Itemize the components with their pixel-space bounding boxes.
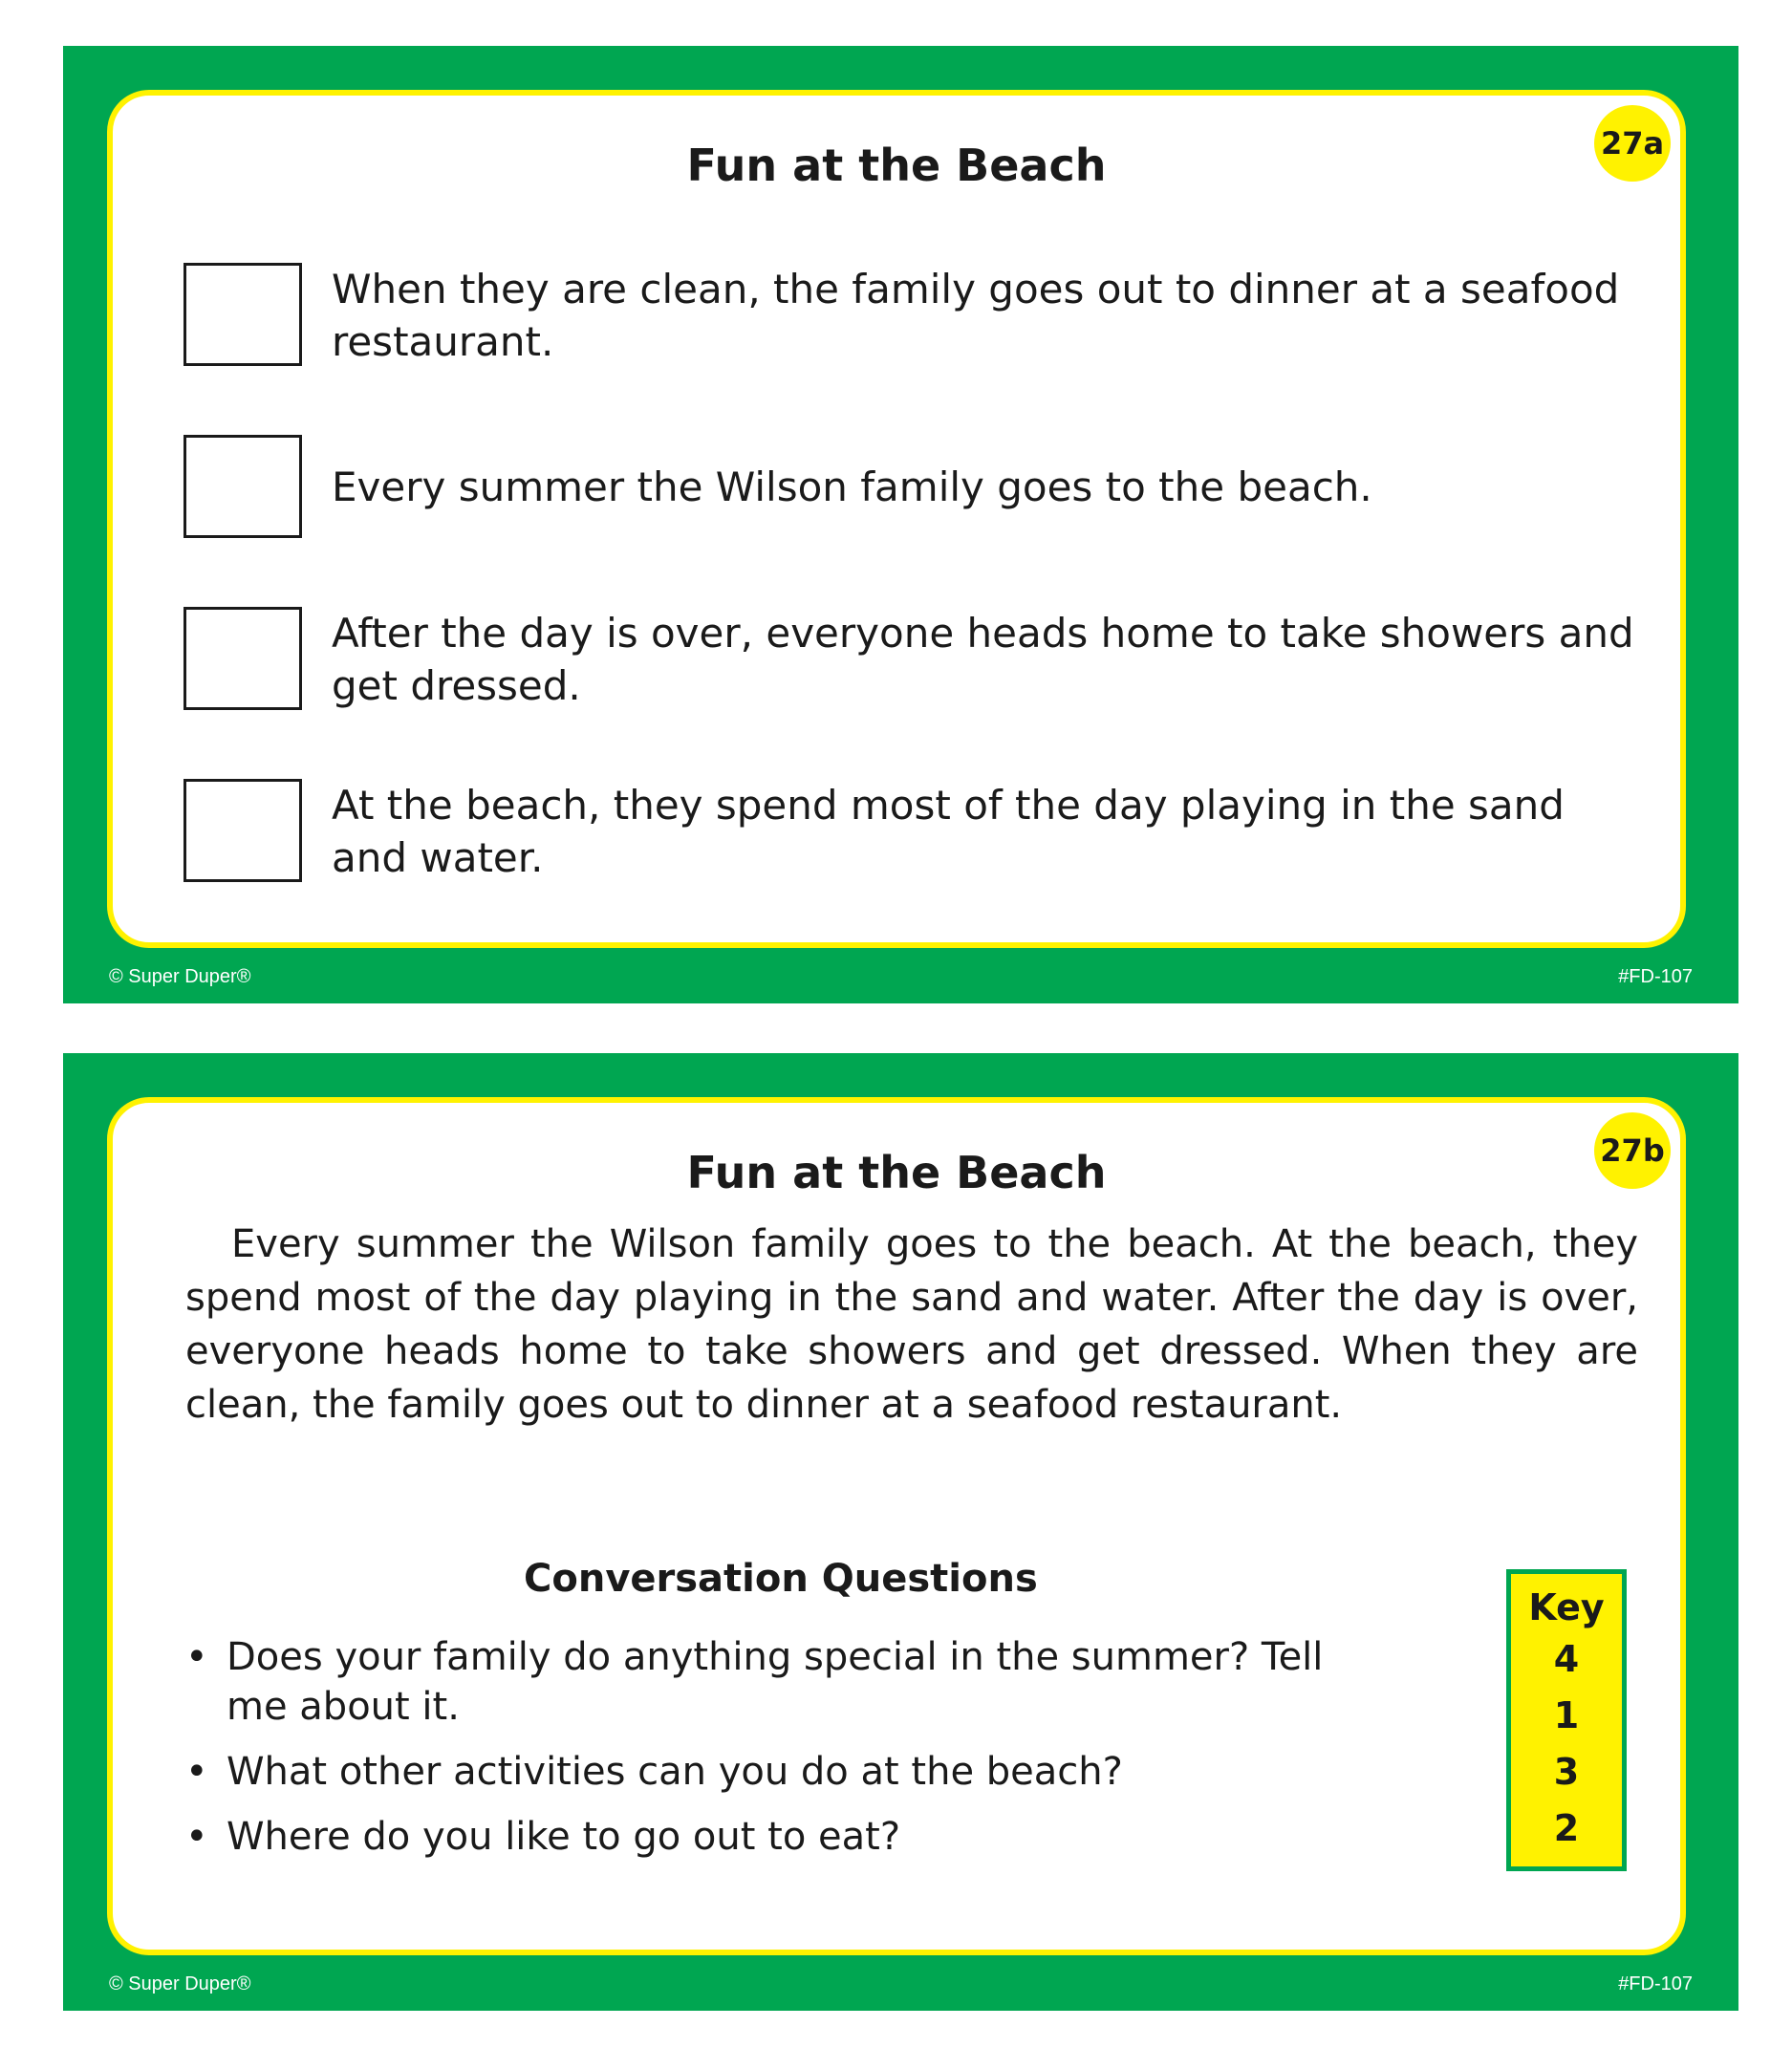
card-title: Fun at the Beach (686, 1147, 1107, 1198)
answer-box[interactable] (184, 263, 302, 366)
answer-box[interactable] (184, 779, 302, 882)
sequence-item (184, 607, 1636, 712)
sequence-item (184, 435, 1636, 540)
answer-key-value: 4 (1553, 1638, 1580, 1680)
card-27b (63, 1053, 1738, 2011)
questions-heading: Conversation Questions (524, 1557, 1038, 1601)
card-number-badge: 27a (1594, 105, 1671, 182)
answer-box[interactable] (184, 435, 302, 538)
product-code: #FD-107 (1618, 1973, 1693, 1994)
sequence-item-text: Every summer the Wilson family goes to the beach. (332, 463, 1372, 510)
card-27a (63, 46, 1738, 1003)
question-item (185, 1747, 1371, 1797)
question-text: Does your family do anything special in the summer? Tell me about it. (227, 1635, 1324, 1729)
sequence-item-text: At the beach, they spend most of the day playing in the sand and water. (332, 782, 1565, 881)
card-panel (107, 1097, 1686, 1955)
answer-key (1506, 1569, 1627, 1871)
question-item (185, 1632, 1371, 1732)
answer-key-value: 2 (1553, 1807, 1580, 1849)
sequence-item (184, 779, 1636, 884)
answer-box[interactable] (184, 607, 302, 710)
question-item (185, 1812, 1371, 1862)
sequence-item-text: After the day is over, everyone heads home to take showers and get dressed. (332, 610, 1634, 709)
card-number-badge: 27b (1594, 1112, 1671, 1189)
answer-key-value: 1 (1553, 1694, 1580, 1736)
answer-key-title: Key (1528, 1586, 1605, 1628)
sequence-item (184, 263, 1636, 368)
copyright-text: © Super Duper® (109, 1973, 251, 1994)
bullet-icon: • (185, 1635, 208, 1679)
questions-list (185, 1632, 1371, 1877)
story-paragraph: Every summer the Wilson family goes to the beach. At the beach, they spend most of the day playing in the sand and water. After the day is over, everyone heads home to take showers and get dressed. When they are clean, the family goes out to dinner at a seafood restaurant. (185, 1222, 1638, 1427)
bullet-icon: • (185, 1815, 208, 1859)
question-text: What other activities can you do at the beach? (227, 1750, 1123, 1794)
card-panel (107, 90, 1686, 948)
product-code: #FD-107 (1618, 966, 1693, 987)
card-title: Fun at the Beach (686, 140, 1107, 191)
question-text: Where do you like to go out to eat? (227, 1815, 901, 1859)
copyright-text: © Super Duper® (109, 966, 251, 987)
answer-key-value: 3 (1553, 1751, 1580, 1793)
bullet-icon: • (185, 1750, 208, 1794)
sequence-item-text: When they are clean, the family goes out to dinner at a seafood restaurant. (332, 266, 1620, 365)
